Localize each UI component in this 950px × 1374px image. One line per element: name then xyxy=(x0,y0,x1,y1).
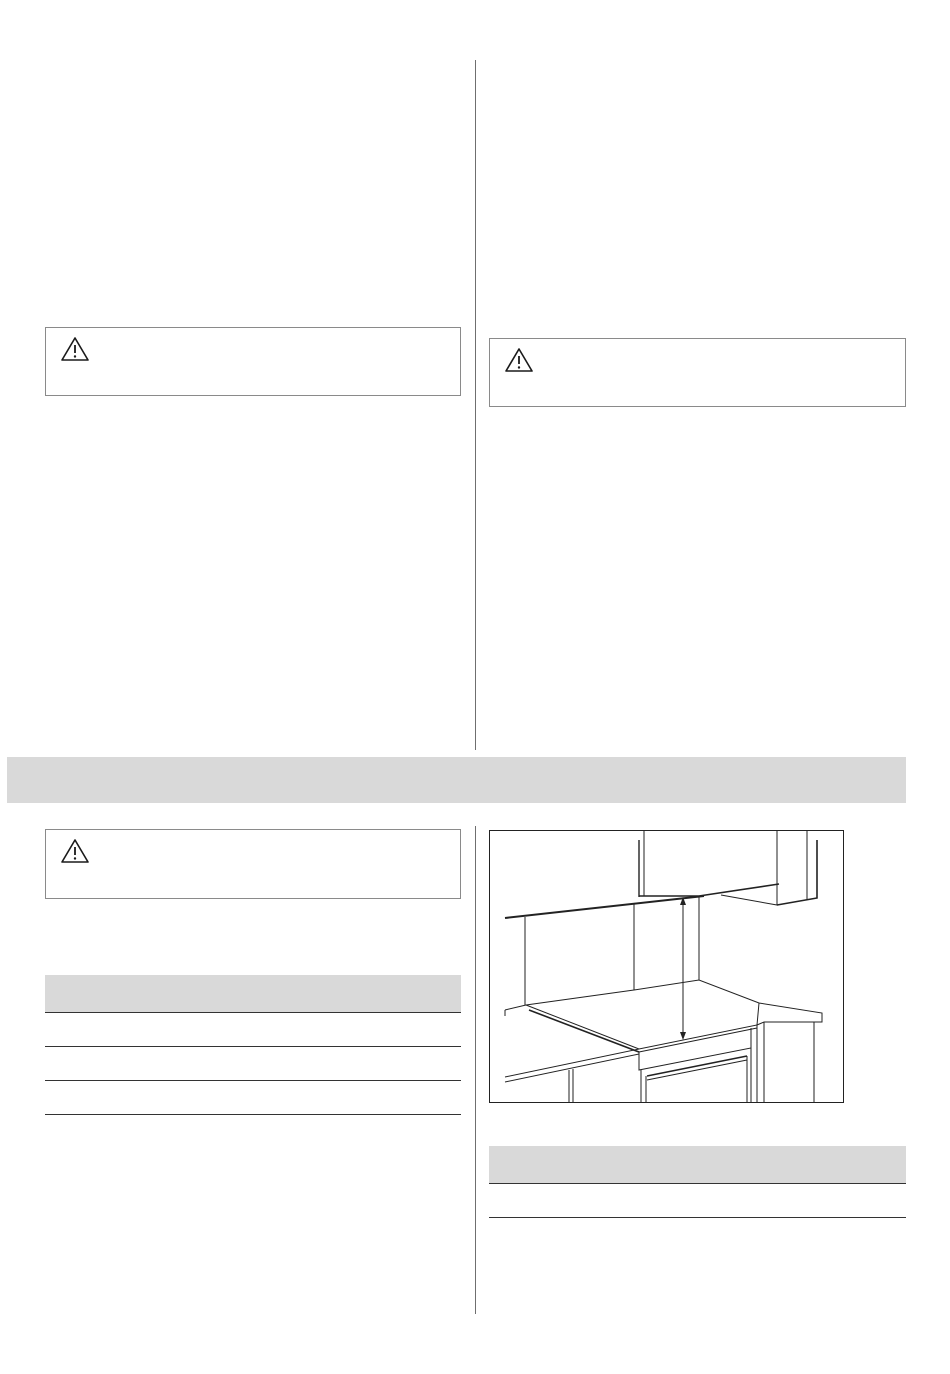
table-header-cell xyxy=(489,1146,689,1184)
table-cell xyxy=(253,1013,461,1047)
column-divider-top xyxy=(475,60,476,750)
table-header-cell xyxy=(253,975,461,1013)
table-header-row xyxy=(45,975,461,1013)
table-cell xyxy=(45,1013,253,1047)
table-cell xyxy=(45,1047,253,1081)
table-cell xyxy=(253,1081,461,1115)
column-divider-bottom xyxy=(475,826,476,1314)
table-cell xyxy=(489,1184,689,1218)
table-cell xyxy=(689,1184,906,1218)
installation-illustration xyxy=(489,830,844,1103)
table-row xyxy=(45,1081,461,1115)
table-cell xyxy=(45,1081,253,1115)
table-cell xyxy=(253,1047,461,1081)
section-header-bar xyxy=(7,757,906,803)
spec-table-left xyxy=(45,975,461,1115)
warning-triangle-icon xyxy=(504,347,534,373)
table-row xyxy=(45,1013,461,1047)
warning-triangle-icon xyxy=(60,336,90,362)
warning-box-bottom-left xyxy=(45,829,461,899)
spec-table-right xyxy=(489,1146,906,1218)
table-header-row xyxy=(489,1146,906,1184)
warning-box-top-right xyxy=(489,338,906,407)
warning-box-top-left xyxy=(45,327,461,396)
table-row xyxy=(45,1047,461,1081)
table-header-cell xyxy=(45,975,253,1013)
table-row xyxy=(489,1184,906,1218)
warning-triangle-icon xyxy=(60,838,90,864)
table-header-cell xyxy=(689,1146,906,1184)
